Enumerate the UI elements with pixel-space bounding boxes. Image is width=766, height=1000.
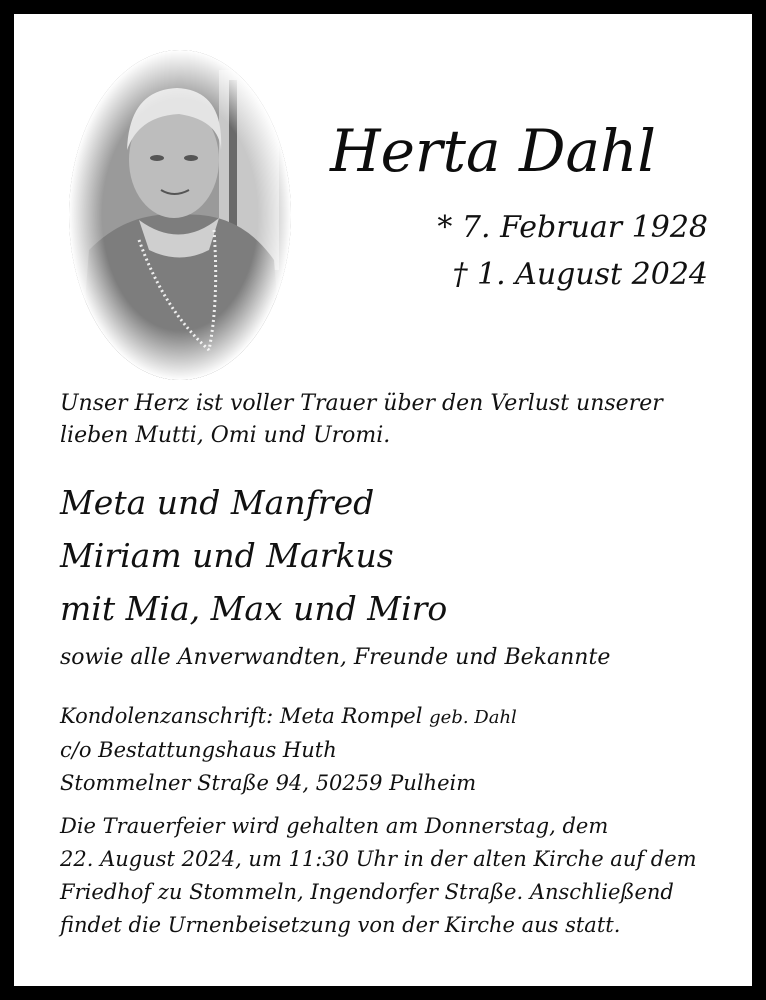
intro-text: [60, 388, 720, 452]
funeral-service-info: [60, 810, 730, 942]
obituary-card: [14, 14, 752, 986]
portrait-photo: [69, 50, 291, 380]
intro-line: Unser Herz ist voller Trauer über den Verlust unserer: [60, 391, 663, 416]
service-line: Die Trauerfeier wird gehalten am Donnerstag, dem: [60, 814, 609, 838]
address-nee: geb. Dahl: [429, 707, 517, 728]
family-names: [60, 476, 720, 635]
portrait-illustration: [69, 50, 291, 380]
relatives-line: sowie alle Anverwandten, Freunde und Bekannte: [60, 645, 611, 670]
family-line: Meta und Manfred: [60, 483, 375, 522]
family-line: Miriam und Markus: [60, 536, 394, 575]
death-date: † 1. August 2024: [452, 257, 708, 292]
birth-date: * 7. Februar 1928: [437, 210, 708, 245]
family-line: mit Mia, Max und Miro: [60, 589, 448, 628]
service-line: 22. August 2024, um 11:30 Uhr in der alten Kirche auf dem: [60, 847, 697, 871]
address-line-1: [60, 700, 517, 734]
deceased-name: Herta Dahl: [330, 117, 656, 185]
service-line: findet die Urnenbeisetzung von der Kirche aus statt.: [60, 913, 621, 937]
intro-line: lieben Mutti, Omi und Uromi.: [60, 423, 391, 448]
service-line: Friedhof zu Stommeln, Ingendorfer Straße. Anschließend: [60, 880, 674, 904]
address-line-3: Stommelner Straße 94, 50259 Pulheim: [60, 771, 477, 795]
address-line-2: c/o Bestattungshaus Huth: [60, 738, 337, 762]
condolence-address: [60, 700, 517, 800]
address-label: Kondolenzanschrift: Meta Rompel: [60, 704, 423, 728]
